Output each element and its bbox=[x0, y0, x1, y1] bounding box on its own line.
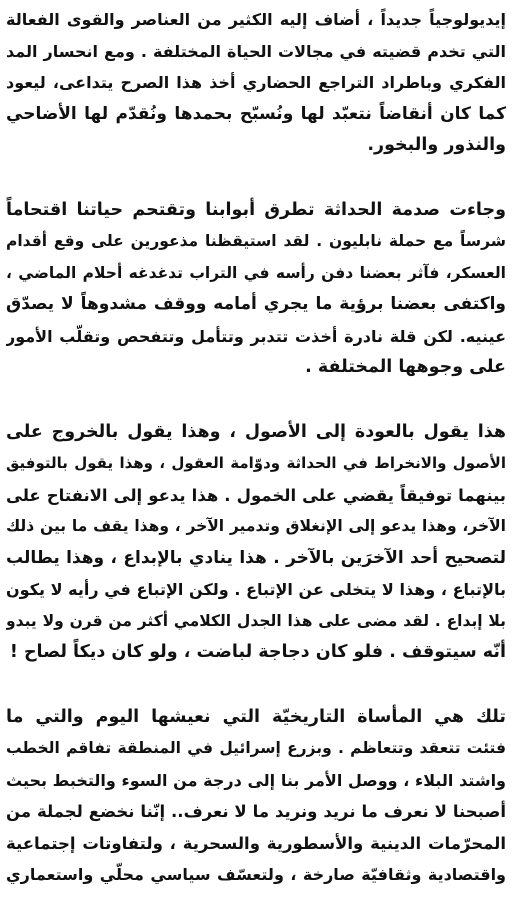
paragraph-spacer bbox=[6, 162, 506, 195]
text-line: واشتد البلاء ، ووصل الأمر بنا إلى درجة من السوء والتخبط بحيث bbox=[6, 770, 506, 790]
text-line: واقتصادية وثقافيّة صارخة ، ولتعسّف سياسي محلّي واستعماري bbox=[6, 865, 506, 884]
text-line: واكتفى بعضنا برؤية ما يجري أمامه ووقف مشدوهاً لا يصدّق bbox=[6, 294, 506, 314]
paragraph bbox=[6, 417, 506, 669]
paragraph bbox=[6, 195, 506, 384]
text-line: عينيه. لكن قلة نادرة أخذت تتدبر وتتأمل وتتفحص وتقلّب الأمور bbox=[6, 326, 506, 346]
text-line: كما كان أنقاضاً نتعبّد لها ونُسبّح بحمدها ونُقدّم لها الأضاحي bbox=[6, 103, 506, 124]
text-line: شرساً مع حملة نابليون . لقد استيقظنا مذعورين على وقع أقدام bbox=[6, 232, 506, 250]
text-line: فتئت تتعقد وتتعاظم . وبزرع إسرائيل في المنطقة تفاقم الخطب bbox=[6, 739, 506, 757]
text-line: تلك هي المأساة التاريخيّة التي نعيشها اليوم والتي ما bbox=[6, 706, 506, 727]
text-line: بلا إبداع . لقد مضى على هذا الجدل الكلامي أكثر من قرن ولا يبدو bbox=[6, 611, 506, 630]
text-line: العسكر، فآثر بعضنا دفن رأسه في التراب تدغدغه أحلام الماضي ، bbox=[6, 263, 506, 282]
paragraph-spacer bbox=[6, 384, 506, 417]
text-line: بالإتباع ، وهذا لا يتخلى عن الإتباع . ولكن الإتباع في رأيه لا يكون bbox=[6, 580, 506, 599]
paragraph-spacer bbox=[6, 669, 506, 702]
text-line: هذا يقول بالعودة إلى الأصول ، وهذا يقول بالخروج على bbox=[6, 421, 506, 442]
paragraph bbox=[6, 4, 506, 162]
text-line: على وجوهها المختلفة . bbox=[305, 357, 506, 377]
text-line: المحرّمات الدينية والأسطورية والسحرية ، ولتفاوتات إجتماعية bbox=[6, 833, 506, 853]
text-line: إيديولوجياً جديداً ، أضاف إليه الكثير من العناصر والقوى الفعالة bbox=[6, 10, 506, 29]
text-line: أصبحنا لا نعرف ما نريد ونريد ما لا نعرف.. إنّنا نخضع لجملة من bbox=[6, 802, 506, 821]
text-line: التي تخدم قضيته في مجالات الحياة المختلفة . ومع انحسار المد bbox=[6, 41, 506, 61]
text-line: لتصحيح أحد الآخرَين بالآخر . هذا ينادي بالإبداع ، وهذا يطالب bbox=[6, 547, 506, 568]
paragraph bbox=[6, 702, 506, 891]
text-line: الأصول والانخراط في الحداثة ودوّامة العقول ، وهذا يقول بالتوفيق bbox=[6, 454, 506, 472]
text-line: بينهما توفيقاً يقضي على الخمول . هذا يدعو إلى الانفتاح على bbox=[6, 485, 506, 505]
text-line: الآخر، وهذا يدعو إلى الإنغلاق وتدمير الآخر ، وهذا يقف ما بين ذلك bbox=[6, 517, 506, 535]
text-line: وجاءت صدمة الحداثة تطرق أبوابنا وتقتحم حياتنا اقتحاماً bbox=[6, 199, 506, 220]
text-line: أنّه سيتوقف . فلو كان دجاجة لباضت ، ولو كان ديكاً لصاح ! bbox=[9, 642, 506, 662]
text-line: الفكري وباطراد التراجع الحضاري أخذ هذا الصرح يتداعى، ليعود bbox=[6, 73, 506, 92]
text-line: والنذور والبخور. bbox=[367, 135, 506, 155]
